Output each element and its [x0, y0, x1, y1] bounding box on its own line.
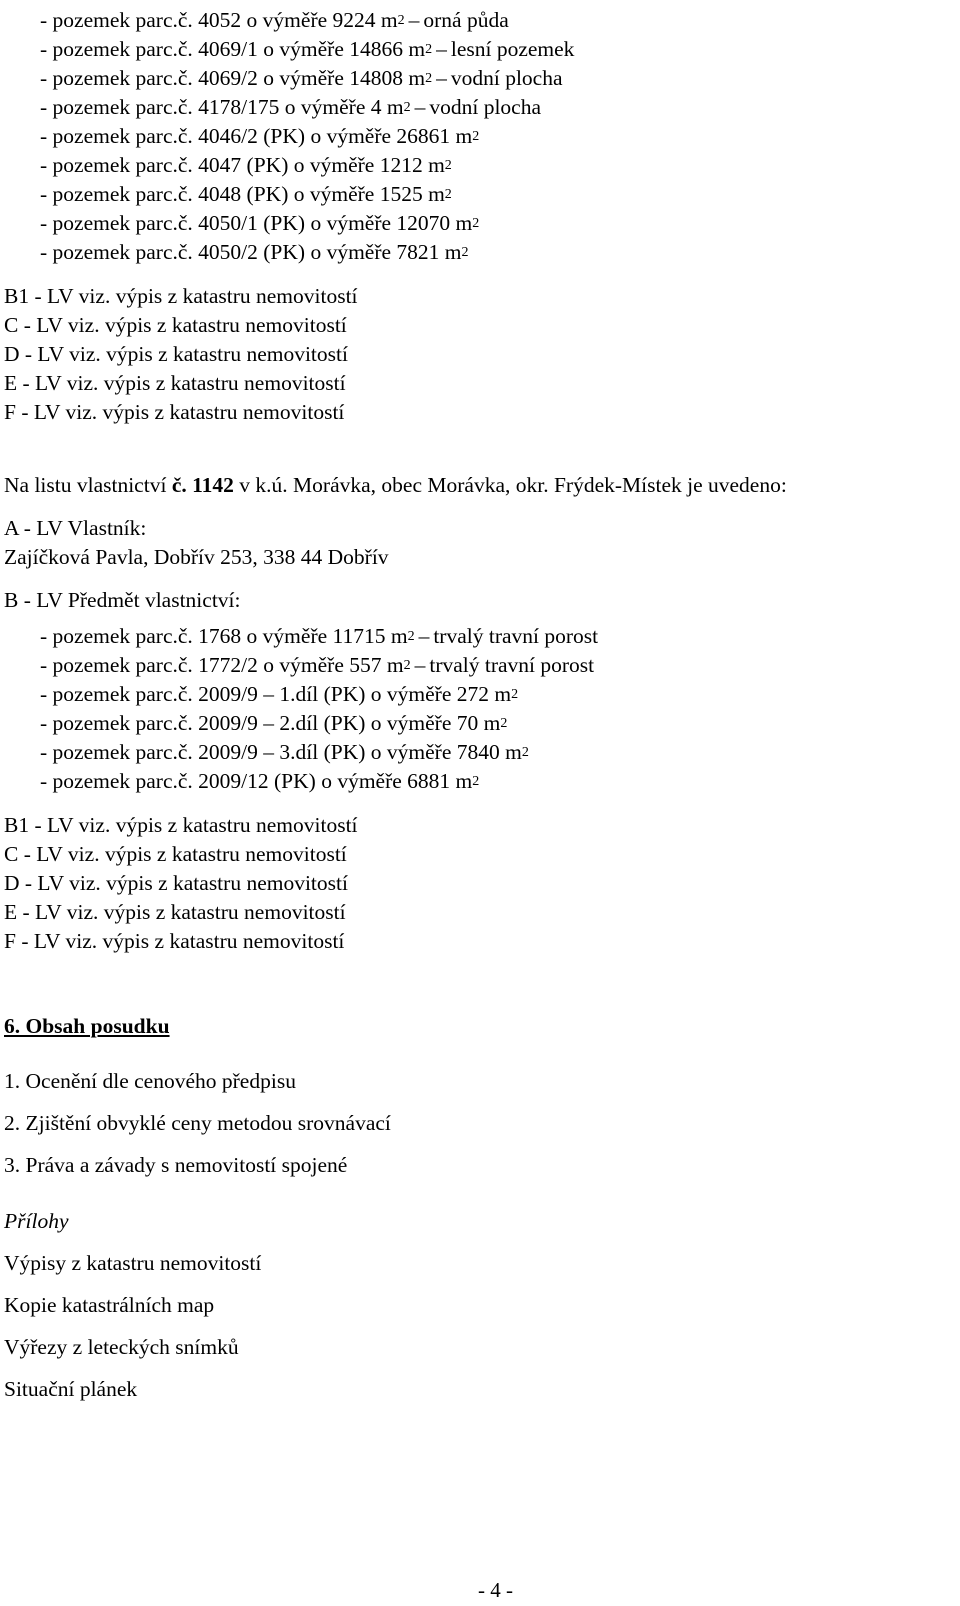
lv-reference: D - LV viz. výpis z katastru nemovitostí [4, 871, 348, 895]
parcel-line: - pozemek parc.č. 4046/2 (PK) o výměře 26861 $m^2$ [40, 124, 480, 148]
parcel-line: - pozemek parc.č. 4052 o výměře 9224 $m^2$ – orná půda [40, 8, 509, 32]
lv-intro: Na listu vlastnictví č. 1142 v k.ú. Morávka, obec Morávka, okr. Frýdek-Místek je uvedeno: [4, 473, 787, 497]
contents-item: 1. Ocenění dle cenového předpisu [4, 1069, 296, 1093]
attachment-item: Výpisy z katastru nemovitostí [4, 1251, 262, 1275]
parcel-line: - pozemek parc.č. 2009/9 – 3.díl (PK) o výměře 7840 $m^2$ [40, 740, 529, 764]
lv-reference: C - LV viz. výpis z katastru nemovitostí [4, 842, 347, 866]
parcel-line: - pozemek parc.č. 4069/2 o výměře 14808 $m^2$ – vodní plocha [40, 66, 563, 90]
parcel-line: - pozemek parc.č. 1768 o výměře 11715 $m^2$ – trvalý travní porost [40, 624, 599, 648]
contents-item: 2. Zjištění obvyklé ceny metodou srovnávací [4, 1111, 391, 1135]
owner-name: Zajíčková Pavla, Dobřív 253, 338 44 Dobřív [4, 545, 389, 569]
parcel-line: - pozemek parc.č. 4069/1 o výměře 14866 $m^2$ – lesní pozemek [40, 37, 575, 61]
attachment-item: Situační plánek [4, 1377, 138, 1401]
page-number: - 4 - [478, 1578, 513, 1602]
lv-reference: B1 - LV viz. výpis z katastru nemovitostí [4, 284, 358, 308]
lv-reference: F - LV viz. výpis z katastru nemovitostí [4, 929, 345, 953]
parcel-line: - pozemek parc.č. 4050/1 (PK) o výměře 12070 $m^2$ [40, 211, 480, 235]
owner-heading: A - LV Vlastník: [4, 516, 147, 540]
parcel-line: - pozemek parc.č. 4047 (PK) o výměře 1212 $m^2$ [40, 153, 452, 177]
parcel-line: - pozemek parc.č. 2009/9 – 1.díl (PK) o výměře 272 $m^2$ [40, 682, 519, 706]
subject-heading: B - LV Předmět vlastnictví: [4, 588, 241, 612]
parcel-line: - pozemek parc.č. 1772/2 o výměře 557 $m^2$ – trvalý travní porost [40, 653, 595, 677]
attachment-item: Kopie katastrálních map [4, 1293, 215, 1317]
attachment-item: Výřezy z leteckých snímků [4, 1335, 239, 1359]
lv-reference: F - LV viz. výpis z katastru nemovitostí [4, 400, 345, 424]
attachments-heading: Přílohy [4, 1209, 69, 1233]
contents-item: 3. Práva a závady s nemovitostí spojené [4, 1153, 348, 1177]
parcel-line: - pozemek parc.č. 4048 (PK) o výměře 1525 $m^2$ [40, 182, 452, 206]
parcel-line: - pozemek parc.č. 2009/9 – 2.díl (PK) o výměře 70 $m^2$ [40, 711, 508, 735]
lv-reference: D - LV viz. výpis z katastru nemovitostí [4, 342, 348, 366]
section-title: 6. Obsah posudku [4, 1014, 170, 1038]
lv-reference: E - LV viz. výpis z katastru nemovitostí [4, 371, 346, 395]
parcel-line: - pozemek parc.č. 4178/175 o výměře 4 $m^2$ – vodní plocha [40, 95, 542, 119]
parcel-line: - pozemek parc.č. 4050/2 (PK) o výměře 7821 $m^2$ [40, 240, 469, 264]
parcel-line: - pozemek parc.č. 2009/12 (PK) o výměře 6881 $m^2$ [40, 769, 480, 793]
lv-reference: C - LV viz. výpis z katastru nemovitostí [4, 313, 347, 337]
lv-reference: B1 - LV viz. výpis z katastru nemovitostí [4, 813, 358, 837]
lv-reference: E - LV viz. výpis z katastru nemovitostí [4, 900, 346, 924]
